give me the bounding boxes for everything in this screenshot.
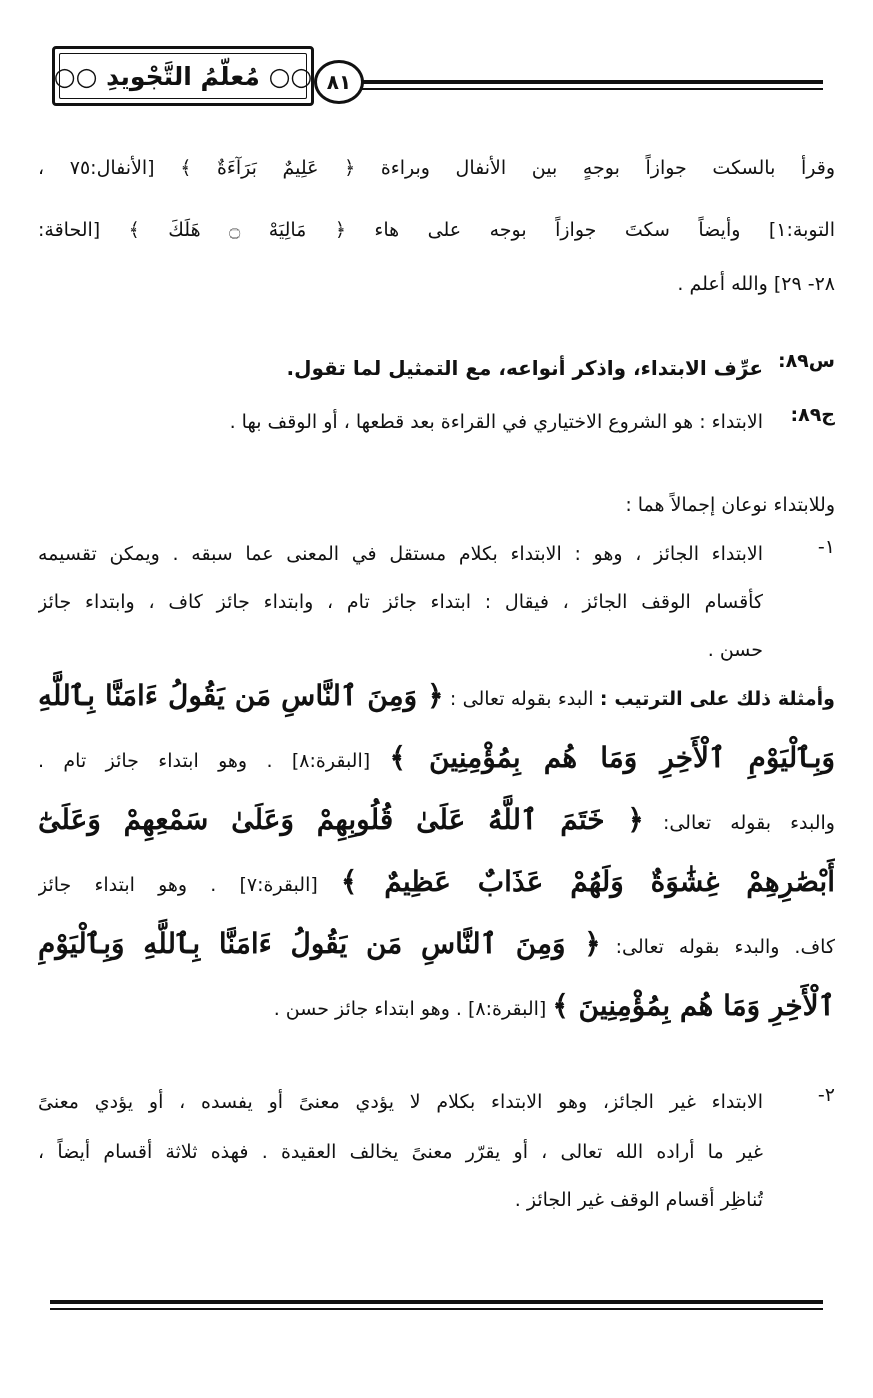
item1-line-3: حسن . (707, 639, 763, 661)
answer-label: ج٨٩: (790, 404, 835, 426)
question-text: عرِّف الابتداء، واذكر أنواعه، مع التمثيل لما تقول. (286, 356, 763, 380)
item2-line-1: الابتداء غير الجائز، وهو الابتداء بكلام لا يؤدي معنىً أو يفسده ، أو يؤدي معنىً (38, 1091, 763, 1113)
intro-line-3: ٢٨- ٢٩] والله أعلم . (677, 273, 835, 295)
item1-line-2: كأقسام الوقف الجائز ، فيقال : ابتداء جائز تام ، وابتداء جائز كاف ، وابتداء جائز (38, 591, 763, 613)
header-title-box (52, 46, 314, 106)
quran-verse: ٱلْأَخِرِ وَمَا هُم بِمُؤْمِنِينَ ﴾ (552, 989, 835, 1022)
examples-lead: وأمثلة ذلك على الترتيب : (599, 688, 835, 710)
footer-rule-thick (50, 1300, 823, 1304)
examples-line-1 (38, 666, 835, 726)
book-title: ○○ مُعلّمُ التَّجْويدِ ○○ (53, 61, 313, 91)
examples-l3-text: والبدء بقوله تعالى: (662, 812, 835, 834)
quran-verse: ﴿ خَتَمَ ٱللَّهُ عَلَىٰ قُلُوبِهِمْ وَعَلَىٰ سَمْعِهِمْ وَعَلَىٰٓ (38, 803, 644, 836)
examples-line-5 (38, 914, 835, 974)
examples-line-2 (38, 728, 835, 788)
item1-number: ١- (817, 536, 835, 558)
item2-number: ٢- (817, 1084, 835, 1106)
item2-line-2: غير ما أراده الله تعالى ، أو يقرّر معنىً يخالف العقيدة . فهذه ثلاثة أقسام أيضاً ، (38, 1141, 763, 1163)
header-rule-thin (360, 88, 823, 90)
examples-l2-text: [البقرة:٨] . وهو ابتداء جائز تام . (38, 750, 371, 772)
intro-line-1: وقرأ بالسكت جوازاً بوجهٍ بين الأنفال وبراءة ﴿ عَلِيمٌ بَرَآءَةٌ ﴾ [الأنفال:٧٥ ، (38, 157, 835, 179)
examples-l4-text: [البقرة:٧] . وهو ابتداء جائز (38, 874, 318, 896)
intro-line-2: التوبة:١] وأيضاً سكتَ جوازاً بوجه على هاء ﴿ مَالِيَهْ ۝ هَلَكَ ﴾ [الحاقة: (38, 219, 835, 241)
examples-line-4 (38, 852, 835, 912)
question-label: س٨٩: (777, 350, 835, 372)
examples-l1-text: البدء بقوله تعالى : (449, 688, 594, 710)
header-rule-thick (360, 80, 823, 84)
footer-rule-thin (50, 1308, 823, 1310)
examples-line-3 (38, 790, 835, 850)
examples-line-6 (38, 976, 835, 1036)
item2-line-3: تُناظِر أقسام الوقف غير الجائز . (514, 1189, 763, 1211)
item1-line-1: الابتداء الجائز ، وهو : الابتداء بكلام مستقل في المعنى عما سبقه . ويمكن تقسيمه (38, 543, 763, 565)
quran-verse: أَبْصَٰرِهِمْ غِشَٰوَةٌ وَلَهُمْ عَذَابٌ عَظِيمٌ ﴾ (340, 865, 835, 898)
types-intro: وللابتداء نوعان إجمالاً هما : (625, 494, 835, 516)
examples-l5-text: كاف. والبدء بقوله تعالى: (615, 936, 835, 958)
examples-l6-text: [البقرة:٨] . وهو ابتداء جائز حسن . (273, 998, 547, 1020)
quran-verse: ﴿ وَمِنَ ٱلنَّاسِ مَن يَقُولُ ءَامَنَّا بِٱللَّهِ وَبِٱلْيَوْمِ (38, 927, 601, 960)
page-number: ٨١ (314, 60, 364, 104)
quran-verse: ﴿ وَمِنَ ٱلنَّاسِ مَن يَقُولُ ءَامَنَّا بِٱللَّهِ (38, 679, 444, 712)
quran-verse: وَبِٱلْيَوْمِ ٱلْأَخِرِ وَمَا هُم بِمُؤْمِنِينَ ﴾ (389, 741, 835, 774)
answer-text: الابتداء : هو الشروع الاختياري في القراءة بعد قطعها ، أو الوقف بها . (229, 411, 763, 433)
